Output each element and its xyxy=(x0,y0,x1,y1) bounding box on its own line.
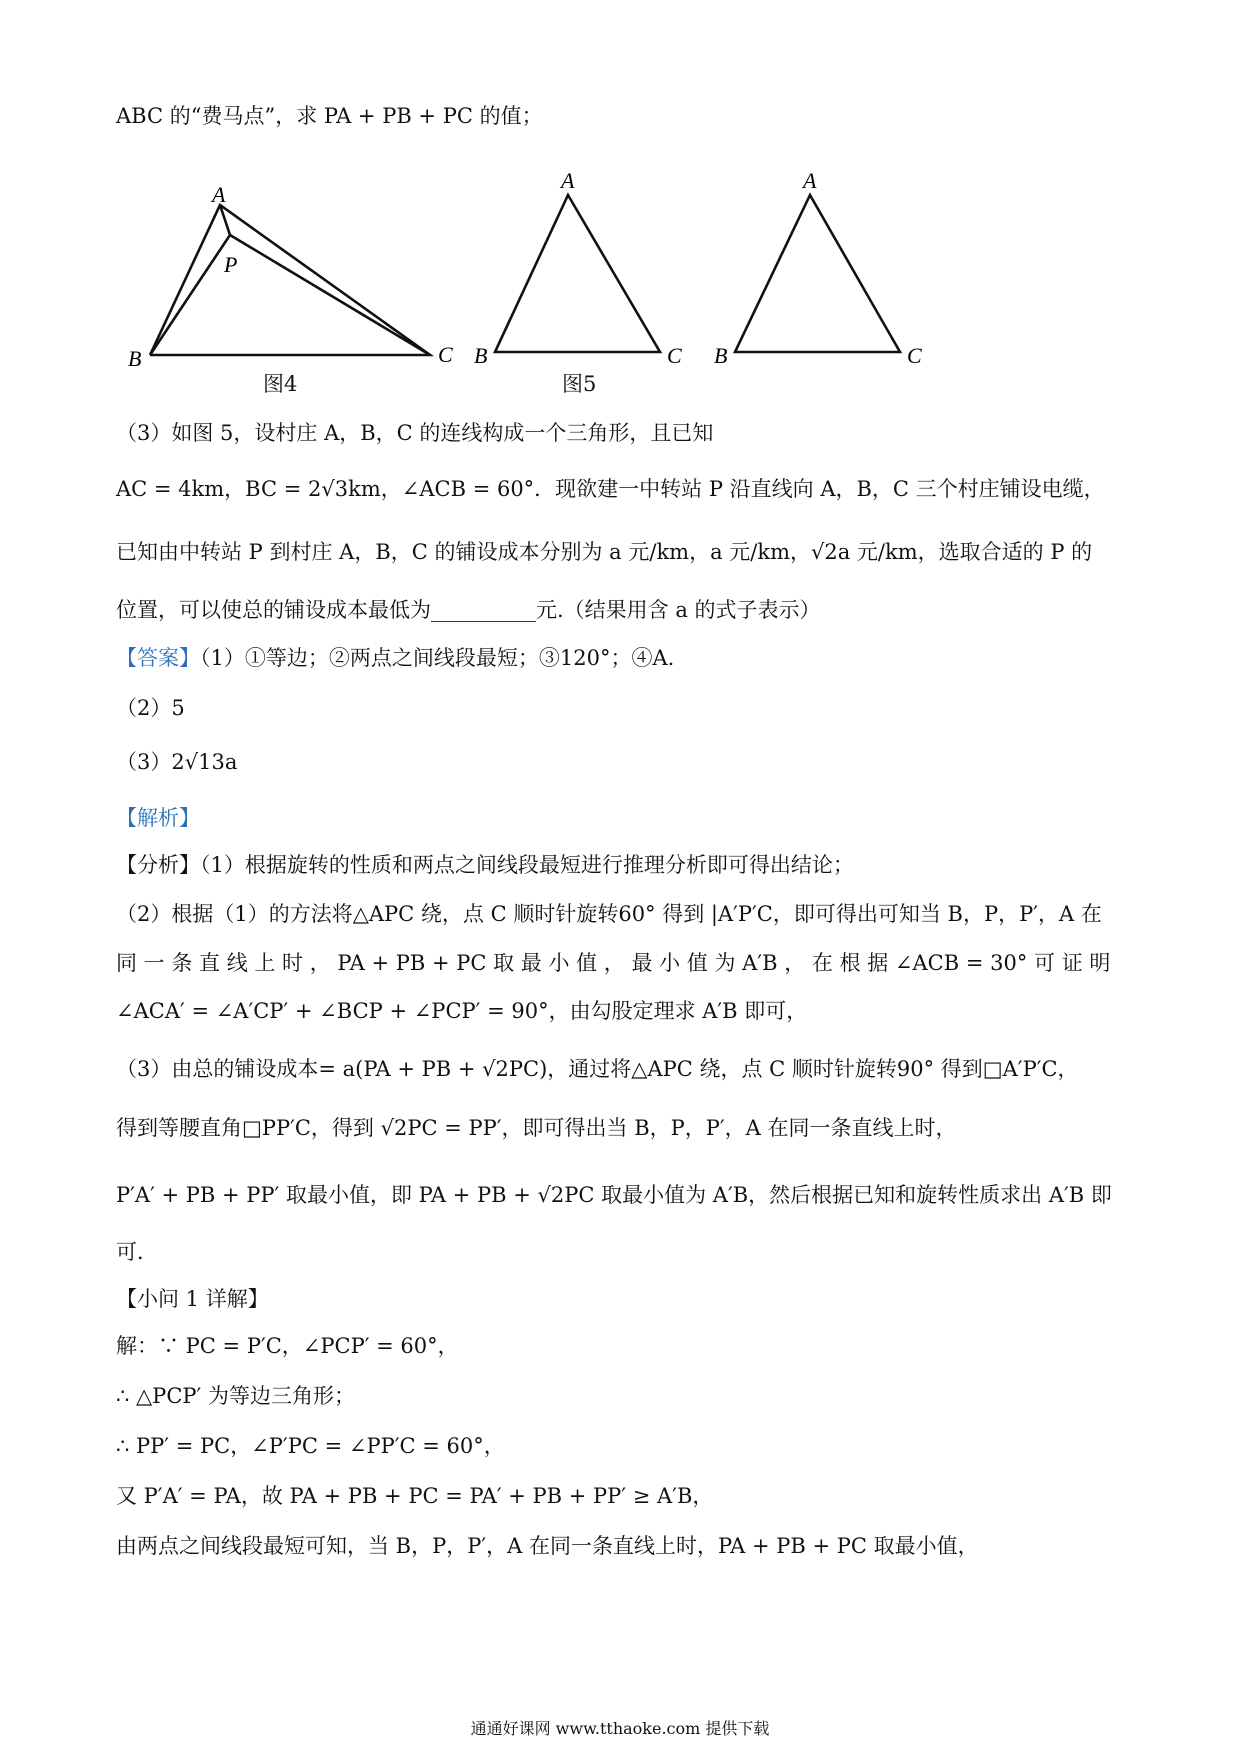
fig6-label-c: C xyxy=(907,343,922,368)
figure-4 xyxy=(150,205,430,355)
geometry-figures xyxy=(0,150,1240,440)
fig5-triangle xyxy=(495,195,660,352)
figure-5 xyxy=(495,195,660,352)
detail-4: 又 P′A′ = PA，故 PA + PB + PC = PA′ + PB + PP′ ≥ A′B， xyxy=(116,1484,714,1508)
fig4-segment-pc xyxy=(230,235,430,355)
fig4-label-a: A xyxy=(212,182,226,207)
fig4-label-c: C xyxy=(438,342,453,367)
line-2: （3）如图 5，设村庄 A，B，C 的连线构成一个三角形，且已知 xyxy=(116,421,714,445)
fig6-triangle xyxy=(735,195,900,352)
fig4-caption: 图4 xyxy=(263,372,298,396)
fig4-triangle xyxy=(150,205,430,355)
detail-5: 由两点之间线段最短可知，当 B，P，P′，A 在同一条直线上时，PA + PB + PC 取最小值， xyxy=(116,1534,979,1558)
answer-line xyxy=(116,642,674,672)
answer-1: （1）①等边；②两点之间线段最短；③120°；④A. xyxy=(200,646,675,670)
detail-1: 解：∵ PC = P′C，∠PCP′ = 60°， xyxy=(116,1334,459,1358)
fenxi-6: 得到等腰直角□PP′C，得到 √2PC = PP′，即可得出当 B，P，P′，A 在同一条直线上时， xyxy=(116,1116,957,1140)
fenxi-tag: 【分析】 xyxy=(116,853,200,877)
fig4-segment-pb xyxy=(150,235,230,355)
fig4-label-p: P xyxy=(224,252,238,277)
line-1: ABC 的“费马点”，求 PA + PB + PC 的值； xyxy=(116,104,543,128)
detail-2: ∴ △PCP′ 为等边三角形； xyxy=(116,1384,355,1408)
fig5-label-c: C xyxy=(667,343,682,368)
detail-heading: 【小问 1 详解】 xyxy=(116,1287,269,1311)
fig6-label-a: A xyxy=(803,168,817,193)
fenxi-7: P′A′ + PB + PP′ 取最小值，即 PA + PB + √2PC 取最小值为 A′B，然后根据已知和旋转性质求出 A′B 即 xyxy=(116,1183,1112,1207)
fenxi-4: ∠ACA′ = ∠A′CP′ + ∠BCP + ∠PCP′ = 90°，由勾股定理求 A′B 即可， xyxy=(116,999,808,1023)
fenxi-2: （2）根据（1）的方法将△APC 绕，点 C 顺时针旋转60° 得到 |A′P′C，即可得出可知当 B，P，P′，A 在 xyxy=(116,902,1102,926)
fig5-label-a: A xyxy=(561,168,575,193)
line-3: AC = 4km，BC = 2√3km，∠ACB = 60°．现欲建一中转站 P 沿直线向 A，B，C 三个村庄铺设电缆， xyxy=(116,477,1105,501)
page-footer: 通通好课网 www.tthaoke.com 提供下载 xyxy=(470,1719,770,1738)
figure-6 xyxy=(735,195,900,352)
fenxi-line xyxy=(116,849,854,879)
fig5-caption: 图5 xyxy=(562,372,597,396)
answer-3: （3）2√13a xyxy=(116,750,238,774)
fig4-label-b: B xyxy=(128,346,142,371)
answer-tag: 【答案】 xyxy=(116,646,200,670)
fig6-label-b: B xyxy=(714,343,728,368)
answer-2: （2）5 xyxy=(116,696,185,720)
detail-3: ∴ PP′ = PC，∠P′PC = ∠PP′C = 60°， xyxy=(116,1434,505,1458)
line-5: 位置，可以使总的铺设成本最低为__________元.（结果用含 a 的式子表示） xyxy=(116,598,821,622)
fig5-label-b: B xyxy=(474,343,488,368)
fenxi-8: 可． xyxy=(116,1240,158,1264)
jiexi-tag: 【解析】 xyxy=(116,806,200,830)
fenxi-3: 同 一 条 直 线 上 时 ， PA + PB + PC 取 最 小 值 ， 最 小 值 为 A′B ， 在 根 据 ∠ACB = 30° 可 证 明 xyxy=(116,951,1111,975)
line-4: 已知由中转站 P 到村庄 A，B，C 的铺设成本分别为 a 元/km，a 元/km，√2a 元/km，选取合适的 P 的 xyxy=(116,540,1093,564)
fenxi-1: （1）根据旋转的性质和两点之间线段最短进行推理分析即可得出结论； xyxy=(200,853,854,877)
fenxi-5: （3）由总的铺设成本= a(PA + PB + √2PC)，通过将△APC 绕，点 C 顺时针旋转90° 得到□A′P′C， xyxy=(116,1057,1079,1081)
